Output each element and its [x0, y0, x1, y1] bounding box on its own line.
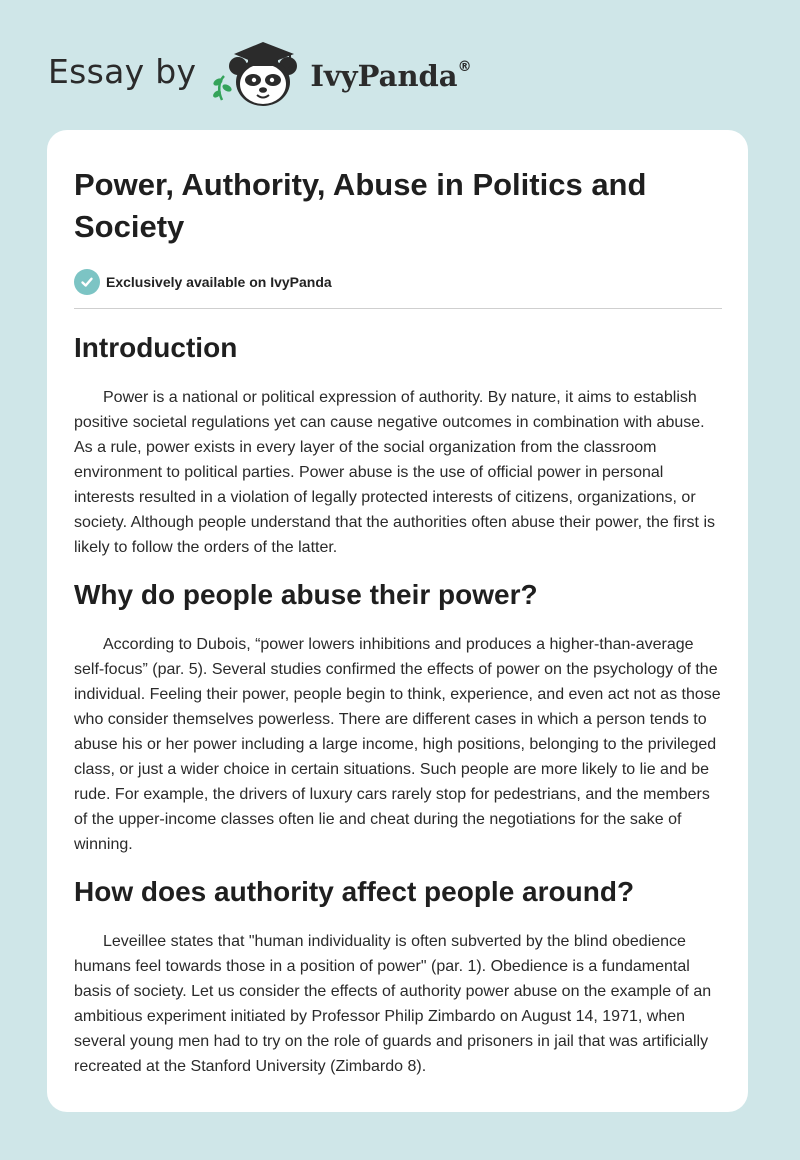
- title-divider: [74, 308, 722, 309]
- section-paragraph: According to Dubois, “power lowers inhibitions and produces a higher-than-average self-focus” (par. 5). Several studies confirmed the effects of power on the psychology of the individual. Feeling their power, people begin to think, experience, and even act not as those who consider themselves powerless. There are different cases in which a person tends to abuse his or her power including a large income, high positions, belonging to the privileged class, or just a wider choice in certain situations. Such people are more likely to lie and be rude. For example, the drivers of luxury cars rarely stop for pedestrians, and the members of the upper-income classes often lie and cheat during the negotiations for the sake of winning.: [74, 636, 721, 853]
- section-heading: How does authority affect people around?: [74, 876, 635, 907]
- section-paragraph: Power is a national or political expression of authority. By nature, it aims to establish positive societal regulations yet can cause negative outcomes in combination with abuse. As a rule, power exists in every layer of the social organization from the classroom environment to political parties. Power abuse is the use of official power in personal interests resulted in a violation of legally protected interests of citizens, organizations, or society. Although people understand that the authorities often abuse their power, the first is likely to follow the orders of the latter.: [74, 389, 715, 556]
- site-header: [48, 34, 472, 114]
- essay-by-label: Essay by: [48, 51, 197, 91]
- registered-mark: ®: [457, 59, 472, 76]
- section-introduction: [74, 331, 722, 560]
- section-heading: Why do people abuse their power?: [74, 579, 538, 610]
- section-authority-effects: [74, 875, 722, 1079]
- section-heading: Introduction: [74, 332, 238, 363]
- ivypanda-logo[interactable]: [210, 36, 471, 112]
- essay-card: [47, 130, 748, 1112]
- panda-mascot-icon: [210, 36, 306, 112]
- section-paragraph: Leveillee states that "human individuality is often subverted by the blind obedience humans feel towards those in a position of power" (par. 1). Obedience is a fundamental basis of society. Let us consider the effects of authority power abuse on the example of an ambitious experiment initiated by Professor Philip Zimbardo on August 14, 1971, when several young men had to try on the role of guards and prisoners in jail that was artificially recreated at the Stanford University (Zimbardo 8).: [74, 933, 712, 1075]
- section-why-abuse: [74, 578, 722, 857]
- exclusive-badge-label: Exclusively available on IvyPanda: [106, 274, 332, 290]
- exclusive-badge: [74, 269, 722, 295]
- checkmark-icon: [74, 269, 100, 295]
- essay-title: Power, Authority, Abuse in Politics and Society: [74, 167, 647, 244]
- brand-name: IvyPanda®: [310, 59, 472, 93]
